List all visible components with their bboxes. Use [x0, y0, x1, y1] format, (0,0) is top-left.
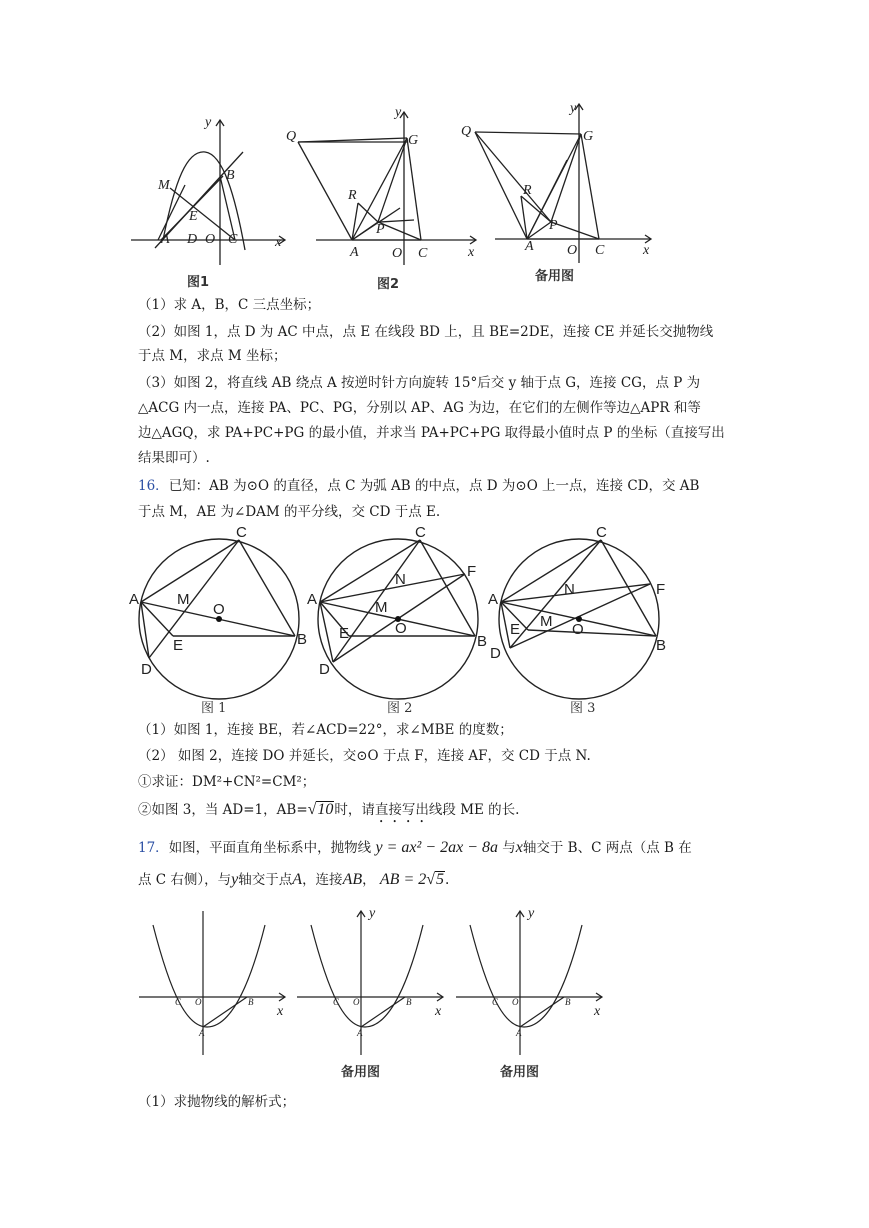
p1-label-o: O: [195, 997, 202, 1007]
fig1-label-b: B: [226, 168, 235, 183]
fig3-label-y: y: [570, 101, 577, 116]
c3-caption: 图 3: [570, 701, 596, 716]
c2-label-d: D: [319, 661, 330, 678]
c3-label-n: N: [564, 581, 575, 598]
p2-label-o: O: [353, 997, 360, 1007]
fig2-label-p: P: [376, 222, 385, 237]
c2-label-n: N: [395, 571, 406, 588]
c3-label-o: O: [572, 621, 584, 638]
q15-part3-line4: 结果即可）.: [138, 450, 210, 466]
fig1-label-m: M: [158, 178, 170, 193]
fig2-label-r: R: [348, 188, 357, 203]
q17-text1c: 轴交于 B、C 两点（点 B 在: [522, 840, 692, 856]
fig1-label-d: D: [187, 232, 198, 247]
fig3-label-c: C: [595, 243, 605, 258]
c3-label-e: E: [510, 621, 521, 638]
p2-label-x: x: [435, 1004, 442, 1019]
p2-caption: 备用图: [341, 1065, 381, 1080]
fig3-label-a: A: [525, 239, 534, 254]
fig1-label-y: y: [205, 115, 212, 130]
c1-label-o: O: [213, 601, 225, 618]
c1-label-d: D: [141, 661, 152, 678]
q17-text2b: 轴交于点: [238, 872, 293, 888]
q17-text2d: ，: [362, 872, 376, 888]
c3-label-m: M: [540, 613, 553, 630]
fig2-label-a: A: [350, 245, 359, 260]
q17-a-var: A: [292, 871, 303, 888]
q17-figure-main: [135, 905, 295, 1075]
q17-eq: AB = 2: [379, 871, 427, 888]
q15-part3-line3: 边△AGQ，求 PA+PC+PG 的最小值，并求当 PA+PC+PG 取得最小值时点 P 的坐标（直接写出: [138, 425, 725, 441]
q17-ab-var: AB: [342, 871, 363, 888]
sqrt-symbol: √: [426, 871, 436, 888]
p3-label-x: x: [594, 1004, 601, 1019]
fig1-label-o: O: [205, 232, 216, 247]
c3-label-d: D: [490, 645, 501, 662]
p3-caption: 备用图: [500, 1065, 540, 1080]
fig1-label-x: x: [275, 235, 282, 250]
c3-label-f: F: [656, 581, 666, 598]
c1-label-e: E: [173, 637, 184, 654]
q17-text2c: ，连接: [302, 872, 343, 888]
q16-stem-line2: 于点 M，AE 为∠DAM 的平分线，交 CD 于点 E.: [138, 504, 441, 520]
fig2-label-x: x: [468, 245, 475, 260]
q16-p22-emph: 直接写出: [374, 802, 429, 818]
fig3-label-g: G: [583, 129, 594, 144]
q16-p22-text-b: 时，请: [334, 802, 375, 818]
fig3-label-q: Q: [461, 124, 472, 139]
fig1-label-c: C: [228, 232, 238, 247]
c2-caption: 图 2: [387, 701, 413, 716]
q16-part2-2: [138, 800, 519, 826]
c2-label-c: C: [415, 524, 426, 541]
fig2-label-o: O: [392, 246, 403, 261]
fig3-label-r: R: [523, 183, 532, 198]
q16-stem-text1: 已知：AB 为⊙O 的直径，点 C 为弧 AB 的中点，点 D 为⊙O 上一点，连接 CD，交 AB: [168, 478, 700, 494]
p2-label-y: y: [369, 906, 376, 921]
c3-label-c: C: [596, 524, 607, 541]
c2-label-e: E: [339, 625, 350, 642]
c2-label-m: M: [375, 599, 388, 616]
c2-label-o: O: [395, 620, 407, 637]
q16-figure-2: [303, 522, 493, 722]
c3-label-a: A: [488, 591, 499, 608]
q17-text2e: .: [445, 872, 450, 888]
p1-label-x: x: [277, 1004, 284, 1019]
q16-p22-sqrt: 10: [317, 801, 334, 818]
q17-eq-sqrt: 5: [436, 871, 445, 888]
q16-stem-line1: [138, 476, 699, 496]
p3-label-c: C: [492, 997, 499, 1007]
fig3-caption: 备用图: [535, 269, 575, 284]
q16-number: 16．: [138, 478, 169, 494]
c1-label-b: B: [297, 631, 308, 648]
q16-figure-3: [484, 522, 674, 722]
c1-label-m: M: [177, 591, 190, 608]
p2-label-c: C: [333, 997, 340, 1007]
fig3-label-o: O: [567, 243, 578, 258]
fig2-label-g: G: [408, 133, 419, 148]
q17-y-var: y: [231, 871, 239, 888]
q16-part2: （2） 如图 2，连接 DO 并延长，交⊙O 于点 F，连接 AF，交 CD 于点 N.: [138, 748, 591, 764]
c1-label-a: A: [129, 591, 140, 608]
fig1-caption: 图1: [187, 275, 210, 290]
p2-label-b: B: [406, 997, 412, 1007]
q15-part3-line2: △ACG 内一点，连接 PA、PC、PG，分别以 AP、AG 为边，在它们的左侧作等边△APR 和等: [138, 400, 701, 416]
p3-label-y: y: [528, 906, 535, 921]
c2-label-a: A: [307, 591, 318, 608]
q16-part1: （1）如图 1，连接 BE，若∠ACD=22°，求∠MBE 的度数；: [138, 722, 513, 738]
c3-label-b: B: [656, 637, 667, 654]
fig1-label-e: E: [189, 209, 198, 224]
q17-figure-spare-1: [293, 905, 453, 1080]
fig3-label-x: x: [643, 243, 650, 258]
q15-part3-line1: （3）如图 2，将直线 AB 绕点 A 按逆时针方向旋转 15°后交 y 轴于点 G，连接 CG，点 P 为: [138, 375, 701, 391]
p1-label-b: B: [248, 997, 254, 1007]
q17-part1: （1）求抛物线的解析式；: [138, 1094, 296, 1110]
fig2-label-y: y: [395, 105, 402, 120]
fig1-label-a: A: [161, 232, 170, 247]
q17-text2a: 点 C 右侧），与: [138, 872, 232, 888]
fig2-label-q: Q: [286, 129, 297, 144]
q17-figure-spare-2: [452, 905, 612, 1080]
p1-label-a: A: [199, 1028, 205, 1038]
p3-label-o: O: [512, 997, 519, 1007]
q17-stem-line1: [138, 838, 692, 858]
c1-caption: 图 1: [201, 701, 227, 716]
q17-text1a: 如图，平面直角坐标系中，抛物线: [168, 840, 372, 856]
q15-part1: （1）求 A，B，C 三点坐标；: [138, 297, 321, 313]
c2-label-b: B: [477, 633, 488, 650]
sqrt-symbol: √: [307, 801, 317, 818]
p3-label-b: B: [565, 997, 571, 1007]
c2-label-f: F: [467, 563, 477, 580]
q17-formula: y = ax² − 2ax − 8a: [375, 839, 498, 856]
q17-text1b: 与: [502, 840, 516, 856]
figure-1-parabola: [125, 100, 300, 295]
q15-part2-line1: （2）如图 1，点 D 为 AC 中点，点 E 在线段 BD 上，且 BE=2DE，连接 CE 并延长交抛物线: [138, 324, 714, 340]
figure-3-spare: [455, 98, 655, 293]
q16-figure-1: [125, 522, 318, 722]
q16-part2-1: ①求证：DM²+CN²=CM²；: [138, 774, 316, 790]
fig2-label-c: C: [418, 246, 428, 261]
p2-label-a: A: [357, 1028, 363, 1038]
figure-2-rotation: [280, 100, 480, 295]
q16-p22-text-a: ②如图 3，当 AD=1，AB=: [138, 802, 308, 818]
q16-p22-text-c: 线段 ME 的长.: [428, 802, 520, 818]
q17-x-var: x: [515, 839, 523, 856]
p1-label-c: C: [175, 997, 182, 1007]
q17-stem-line2: [138, 870, 449, 890]
c1-label-c: C: [236, 524, 247, 541]
q15-part2-line2: 于点 M，求点 M 坐标；: [138, 348, 287, 364]
fig3-label-p: P: [549, 218, 558, 233]
fig2-caption: 图2: [377, 277, 400, 292]
q17-number: 17．: [138, 840, 169, 856]
p3-label-a: A: [516, 1028, 522, 1038]
